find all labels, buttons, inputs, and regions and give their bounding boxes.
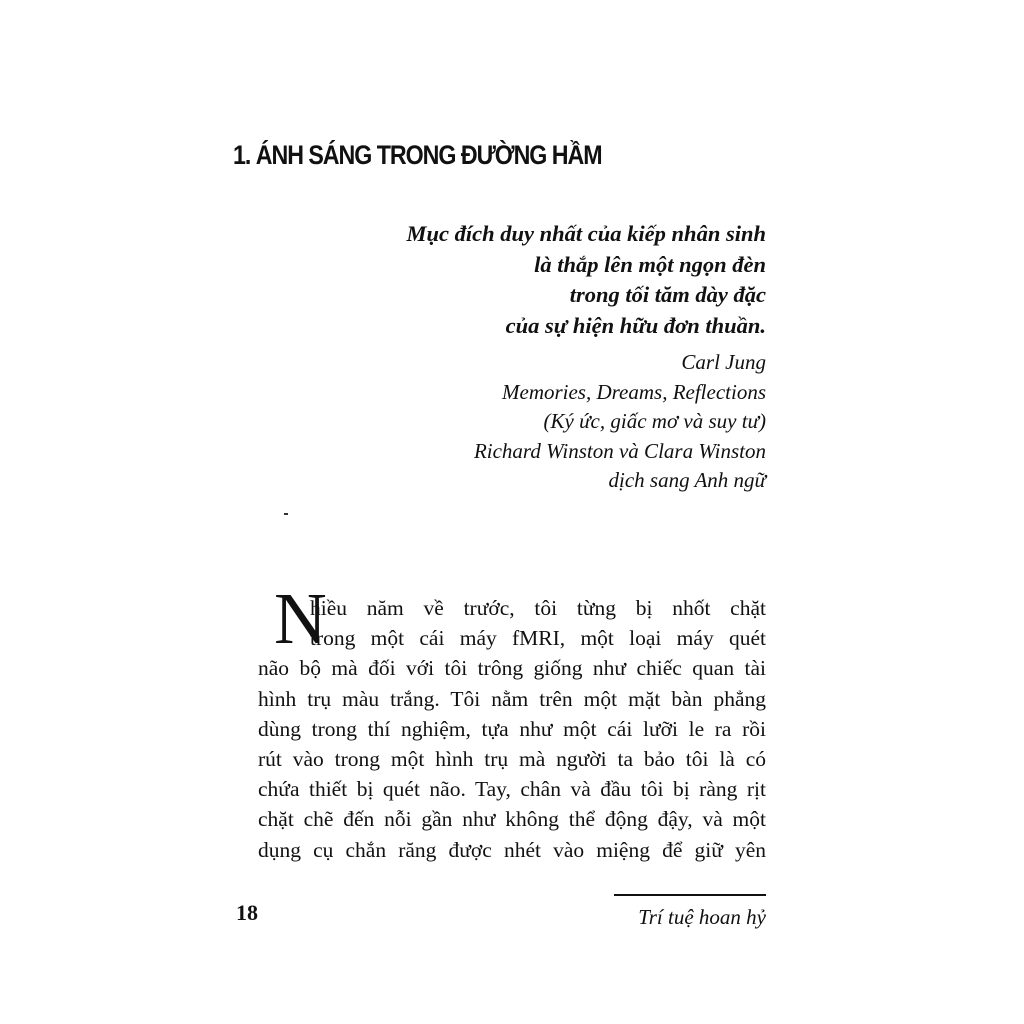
body-line: dùng trong thí nghiệm, tựa như một cái lưỡi le ra rồi — [258, 716, 766, 741]
epigraph-attribution — [474, 348, 766, 496]
body-line: hình trụ màu trắng. Tôi nằm trên một mặt bàn phẳng — [258, 686, 766, 711]
attribution-translation-note: dịch sang Anh ngữ — [608, 468, 766, 493]
attribution-translators: Richard Winston và Clara Winston — [473, 438, 766, 463]
attribution-author: Carl Jung — [681, 350, 766, 374]
epigraph-line: là thắp lên một ngọn đèn — [534, 251, 766, 277]
body-line: trong một cái máy fMRI, một loại máy quét — [310, 626, 766, 651]
footer-rule — [614, 894, 766, 896]
drop-cap: N — [274, 578, 327, 659]
page-number: 18 — [236, 900, 258, 925]
body-line: chặt chẽ đến nỗi gần như không thể động đậy, và một — [258, 807, 766, 832]
body-line: chứa thiết bị quét não. Tay, chân và đầu tôi bị ràng rịt — [258, 777, 766, 802]
epigraph-line: trong tối tăm dày đặc — [569, 282, 766, 307]
attribution-book-translation: (Ký ức, giấc mơ và suy tư) — [543, 409, 766, 434]
body-line: rút vào trong một hình trụ mà người ta bảo tôi là có — [258, 746, 766, 771]
print-speck — [284, 513, 288, 515]
body-line: dụng cụ chắn răng được nhét vào miệng để giữ yên — [258, 837, 766, 862]
body-line: não bộ mà đối với tôi trông giống như chiếc quan tài — [258, 656, 766, 681]
epigraph-quote — [407, 219, 766, 341]
attribution-book-title: Memories, Dreams, Reflections — [502, 379, 766, 404]
epigraph-line: của sự hiện hữu đơn thuần. — [505, 312, 766, 338]
chapter-title: 1. ÁNH SÁNG TRONG ĐƯỜNG HẦM — [233, 140, 602, 170]
running-title: Trí tuệ hoan hỷ — [638, 905, 766, 929]
epigraph-line: Mục đích duy nhất của kiếp nhân sinh — [406, 221, 766, 246]
body-paragraph — [258, 593, 766, 865]
body-line: hiều năm về trước, tôi từng bị nhốt chặt — [310, 596, 766, 620]
